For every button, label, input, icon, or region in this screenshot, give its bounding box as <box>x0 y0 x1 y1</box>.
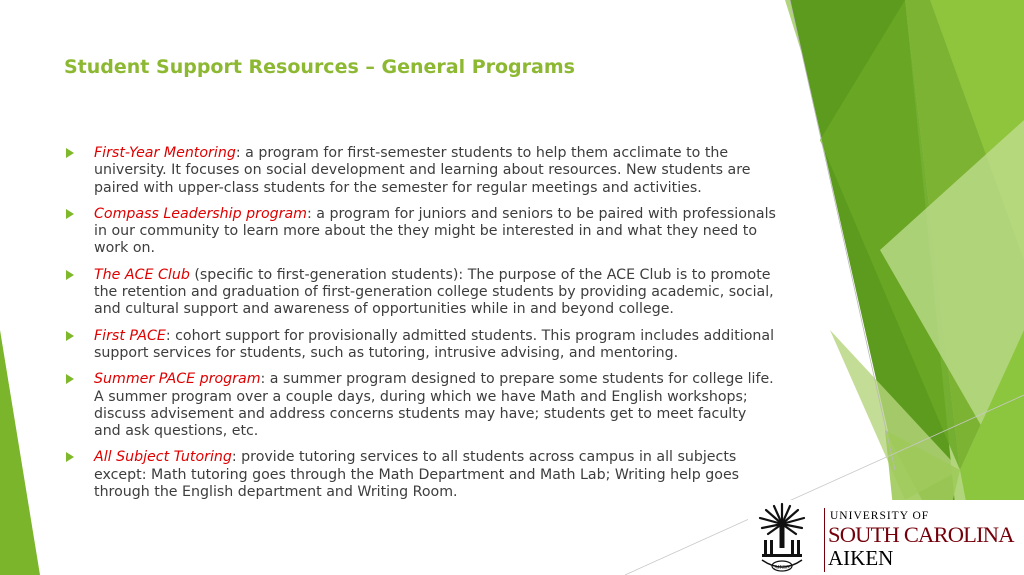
program-description: : a program for first-semester students to help them acclimate to the university. It focuses on social development and learning about resources. New students are paired with upper-class students for the semester for regular meetings and activities. <box>94 145 751 196</box>
program-name: All Subject Tutoring <box>94 449 232 466</box>
logo-university-of: UNIVERSITY OF <box>830 510 930 522</box>
list-item <box>64 371 776 440</box>
program-name: First-Year Mentoring <box>94 145 236 161</box>
bullet-arrow-icon <box>66 209 74 219</box>
logo-divider <box>824 508 825 572</box>
program-name: Summer PACE program <box>94 371 261 388</box>
seal-label: AIKEN <box>774 565 790 571</box>
bullet-arrow-icon <box>66 331 74 341</box>
list-item <box>64 267 776 319</box>
list-item <box>64 145 776 197</box>
program-description: : provide tutoring services to all students across campus in all subjects except: Math tutoring goes through the Math Department and Math Lab; Writing help goes through the English department and Writing Room. <box>94 449 740 501</box>
bullet-list <box>64 145 776 510</box>
bullet-arrow-icon <box>66 374 74 384</box>
palmetto-seal-icon <box>752 502 812 574</box>
bullet-arrow-icon <box>66 148 74 158</box>
program-name: The ACE Club <box>94 266 190 283</box>
list-item <box>64 449 776 501</box>
slide-title: Student Support Resources – General Programs <box>64 56 575 78</box>
logo-south-carolina: SOUTH CAROLINA <box>828 522 1014 547</box>
list-item <box>64 328 776 363</box>
program-description: : a summer program designed to prepare some students for college life. A summer program over a couple days, during which we have Math and English workshops; discuss advisement and address concerns students may have; students get to meet faculty and ask questions, etc. <box>94 371 774 440</box>
program-description: : a program for juniors and seniors to be paired with professionals in our community to learn more about the they might be interested in and what they need to work on. <box>94 205 776 257</box>
bullet-arrow-icon <box>66 452 74 462</box>
university-logo <box>748 500 1024 575</box>
logo-aiken: AIKEN <box>828 546 894 570</box>
program-description: : cohort support for provisionally admitted students. This program includes additional support services for students, such as tutoring, intrusive advising, and mentoring. <box>94 327 775 361</box>
program-name: Compass Leadership program <box>94 205 308 222</box>
list-item <box>64 206 776 258</box>
program-description: (specific to first-generation students): The purpose of the ACE Club is to promote the retention and graduation of first-generation college students by providing academic, social, and cultural support and awareness of opportunities while in and beyond college. <box>94 266 774 318</box>
program-name: First PACE <box>94 327 166 344</box>
bullet-arrow-icon <box>66 270 74 280</box>
